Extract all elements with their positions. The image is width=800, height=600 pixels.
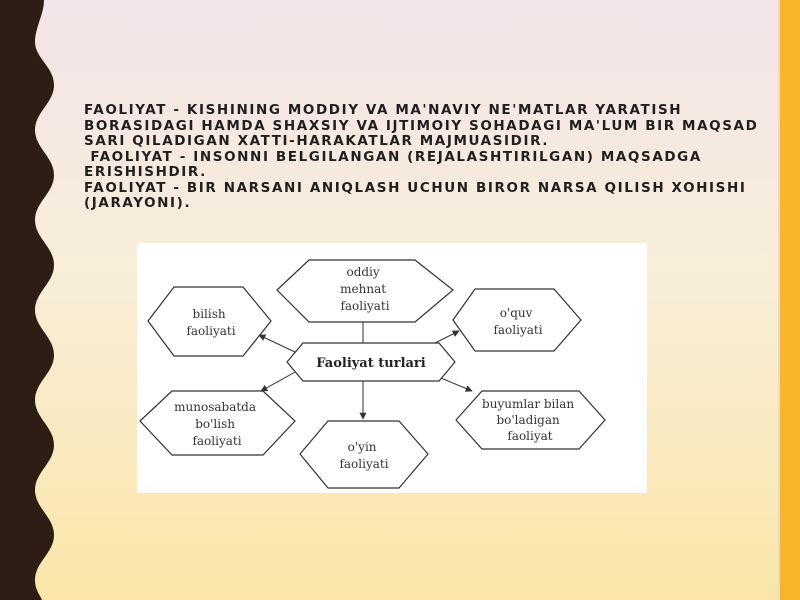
center-label: Faoliyat turlari [316, 356, 426, 371]
node-oyin-hexagon [300, 421, 428, 488]
node-bilish-label: bilish faoliyati [186, 307, 236, 338]
node-buyumlar-label: buyumlar bilan bo'ladigan faoliyat [482, 397, 575, 443]
definition-paragraph-2: FAOLIYAT - INSONNI BELGILANGAN (REJALASHTIRILGAN) MAQSADGA ERISHISHDIR. [84, 148, 709, 180]
definition-text [84, 103, 774, 212]
accent-bar [780, 0, 800, 600]
node-munosabat-label: munosabatda bo'lish faoliyati [174, 400, 257, 448]
node-bilish-hexagon [148, 287, 271, 356]
node-oquv-hexagon [453, 289, 581, 351]
wavy-left-border [0, 0, 90, 600]
arrow-to-munosabat [261, 371, 297, 391]
arrow-to-bilish [259, 335, 297, 353]
node-mehnat-label: oddiy mehnat faoliyati [340, 265, 390, 313]
activity-types-diagram [137, 243, 647, 493]
node-oyin-label: o'yin faoliyati [339, 440, 389, 471]
definition-paragraph-1: FAOLIYAT - KISHINING MODDIY VA MA'NAVIY NE'MATLAR YARATISH BORASIDAGI HAMDA SHAXSIY VA IJTIMOIY SOHADAGI MA'LUM BIR MAQSAD SARI QILADIGAN XATTI-HARAKATLAR MAJMUASIDIR. [84, 102, 765, 149]
node-oquv-label: o'quv faoliyati [493, 306, 543, 337]
definition-paragraph-3: FAOLIYAT - BIR NARSANI ANIQLASH UCHUN BIROR NARSA QILISH XOHISHI (JARAYONI). [84, 179, 753, 211]
